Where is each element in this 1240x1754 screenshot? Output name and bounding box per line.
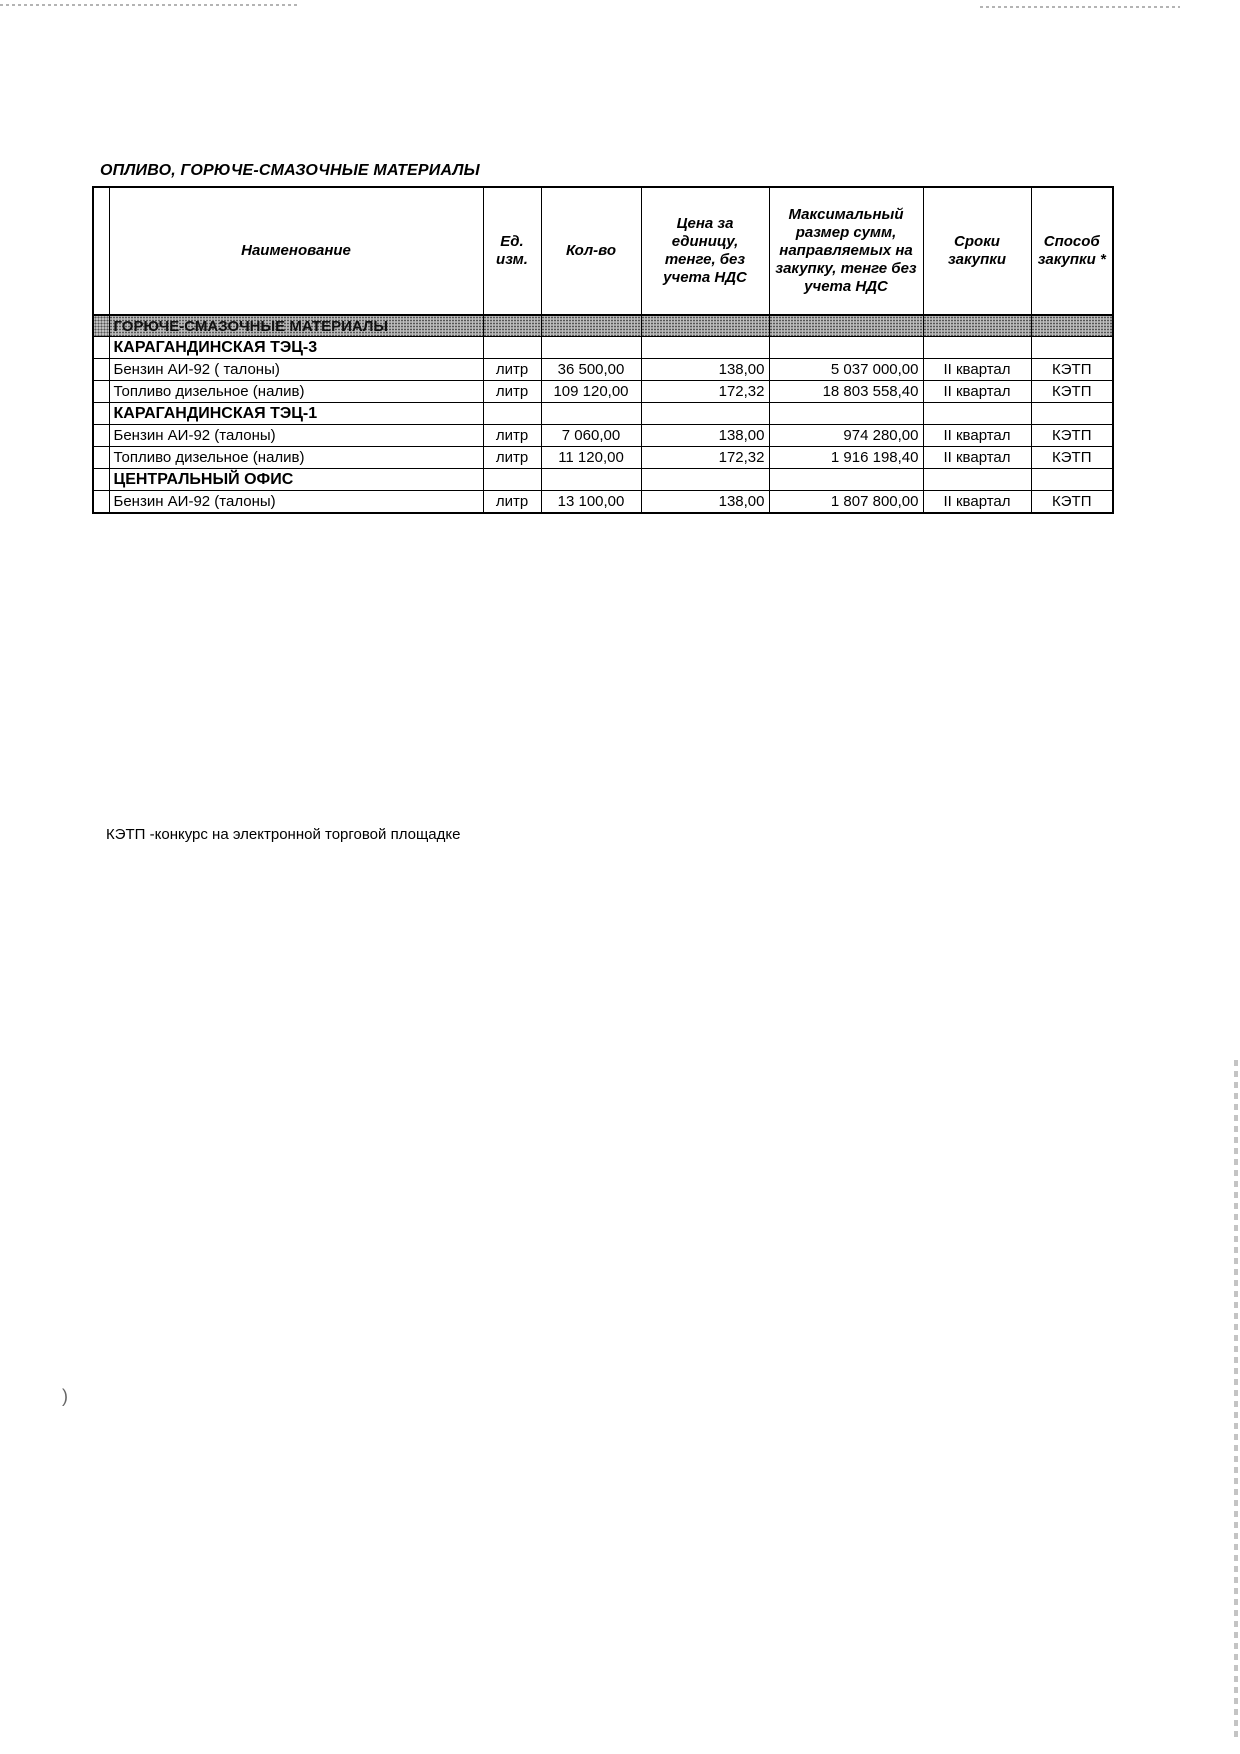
table-row xyxy=(93,381,1113,403)
item-name: Бензин АИ-92 (талоны) xyxy=(109,425,483,447)
group-empty-cell xyxy=(541,469,641,491)
item-unit: литр xyxy=(483,381,541,403)
item-unit: литр xyxy=(483,425,541,447)
group-empty-cell xyxy=(1031,403,1113,425)
item-price: 172,32 xyxy=(641,381,769,403)
table-row xyxy=(93,491,1113,514)
group-empty-cell xyxy=(769,337,923,359)
group-empty-cell xyxy=(541,403,641,425)
item-qty: 109 120,00 xyxy=(541,381,641,403)
item-sum: 18 803 558,40 xyxy=(769,381,923,403)
group-empty-cell xyxy=(483,403,541,425)
item-method: КЭТП xyxy=(1031,425,1113,447)
header-terms: Сроки закупки xyxy=(923,187,1031,315)
document-title: ОПЛИВО, ГОРЮЧЕ-СМАЗОЧНЫЕ МАТЕРИАЛЫ xyxy=(100,162,480,179)
scan-artifact-top-left xyxy=(0,4,300,6)
item-term: II квартал xyxy=(923,359,1031,381)
item-sum: 5 037 000,00 xyxy=(769,359,923,381)
group-name: КАРАГАНДИНСКАЯ ТЭЦ-3 xyxy=(109,337,483,359)
band-cell xyxy=(923,315,1031,337)
group-row xyxy=(93,403,1113,425)
item-method: КЭТП xyxy=(1031,381,1113,403)
item-unit: литр xyxy=(483,491,541,514)
item-price: 138,00 xyxy=(641,491,769,514)
table-body xyxy=(93,315,1113,513)
group-empty-cell xyxy=(923,403,1031,425)
group-empty-cell xyxy=(1031,469,1113,491)
item-term: II квартал xyxy=(923,425,1031,447)
scan-artifact-right-edge xyxy=(1234,1060,1238,1740)
group-empty-cell xyxy=(541,337,641,359)
item-unit: литр xyxy=(483,359,541,381)
item-price: 172,32 xyxy=(641,447,769,469)
item-sum: 1 916 198,40 xyxy=(769,447,923,469)
band-index xyxy=(93,315,109,337)
group-empty-cell xyxy=(93,469,109,491)
table-row xyxy=(93,447,1113,469)
item-sum: 1 807 800,00 xyxy=(769,491,923,514)
group-empty-cell xyxy=(769,403,923,425)
table-header-row xyxy=(93,187,1113,315)
band-cell xyxy=(483,315,541,337)
item-unit: литр xyxy=(483,447,541,469)
item-name: Топливо дизельное (налив) xyxy=(109,381,483,403)
item-sum: 974 280,00 xyxy=(769,425,923,447)
item-name: Топливо дизельное (налив) xyxy=(109,447,483,469)
item-method: КЭТП xyxy=(1031,359,1113,381)
group-empty-cell xyxy=(93,403,109,425)
item-qty: 11 120,00 xyxy=(541,447,641,469)
header-qty: Кол-во xyxy=(541,187,641,315)
header-unit: Ед. изм. xyxy=(483,187,541,315)
item-name: Бензин АИ-92 (талоны) xyxy=(109,491,483,514)
group-name: КАРАГАНДИНСКАЯ ТЭЦ-1 xyxy=(109,403,483,425)
group-name: ЦЕНТРАЛЬНЫЙ ОФИС xyxy=(109,469,483,491)
row-index xyxy=(93,381,109,403)
item-name: Бензин АИ-92 ( талоны) xyxy=(109,359,483,381)
group-empty-cell xyxy=(641,469,769,491)
item-method: КЭТП xyxy=(1031,447,1113,469)
row-index xyxy=(93,447,109,469)
item-method: КЭТП xyxy=(1031,491,1113,514)
item-price: 138,00 xyxy=(641,359,769,381)
group-empty-cell xyxy=(769,469,923,491)
group-empty-cell xyxy=(483,337,541,359)
item-term: II квартал xyxy=(923,381,1031,403)
group-row xyxy=(93,337,1113,359)
band-cell xyxy=(769,315,923,337)
item-term: II квартал xyxy=(923,491,1031,514)
header-method: Способ закупки * xyxy=(1031,187,1113,315)
item-price: 138,00 xyxy=(641,425,769,447)
footnote: КЭТП -конкурс на электронной торговой площадке xyxy=(106,826,461,843)
band-cell xyxy=(541,315,641,337)
group-row xyxy=(93,469,1113,491)
category-band-row xyxy=(93,315,1113,337)
procurement-table-wrap xyxy=(92,186,1114,514)
header-max-sum: Максимальный размер сумм, направляемых на закупку, тенге без учета НДС xyxy=(769,187,923,315)
item-qty: 7 060,00 xyxy=(541,425,641,447)
band-label: ГОРЮЧЕ-СМАЗОЧНЫЕ МАТЕРИАЛЫ xyxy=(109,315,483,337)
row-index xyxy=(93,425,109,447)
group-empty-cell xyxy=(1031,337,1113,359)
header-price: Цена за единицу, тенге, без учета НДС xyxy=(641,187,769,315)
table-row xyxy=(93,359,1113,381)
band-cell xyxy=(1031,315,1113,337)
band-cell xyxy=(641,315,769,337)
group-empty-cell xyxy=(923,469,1031,491)
group-empty-cell xyxy=(641,337,769,359)
header-name: Наименование xyxy=(109,187,483,315)
group-empty-cell xyxy=(93,337,109,359)
item-qty: 36 500,00 xyxy=(541,359,641,381)
header-index xyxy=(93,187,109,315)
group-empty-cell xyxy=(483,469,541,491)
group-empty-cell xyxy=(923,337,1031,359)
group-empty-cell xyxy=(641,403,769,425)
procurement-table xyxy=(92,186,1114,514)
item-qty: 13 100,00 xyxy=(541,491,641,514)
row-index xyxy=(93,359,109,381)
punch-hole-mark: ) xyxy=(62,1386,68,1406)
item-term: II квартал xyxy=(923,447,1031,469)
table-row xyxy=(93,425,1113,447)
row-index xyxy=(93,491,109,514)
scan-artifact-top-right xyxy=(980,6,1180,8)
